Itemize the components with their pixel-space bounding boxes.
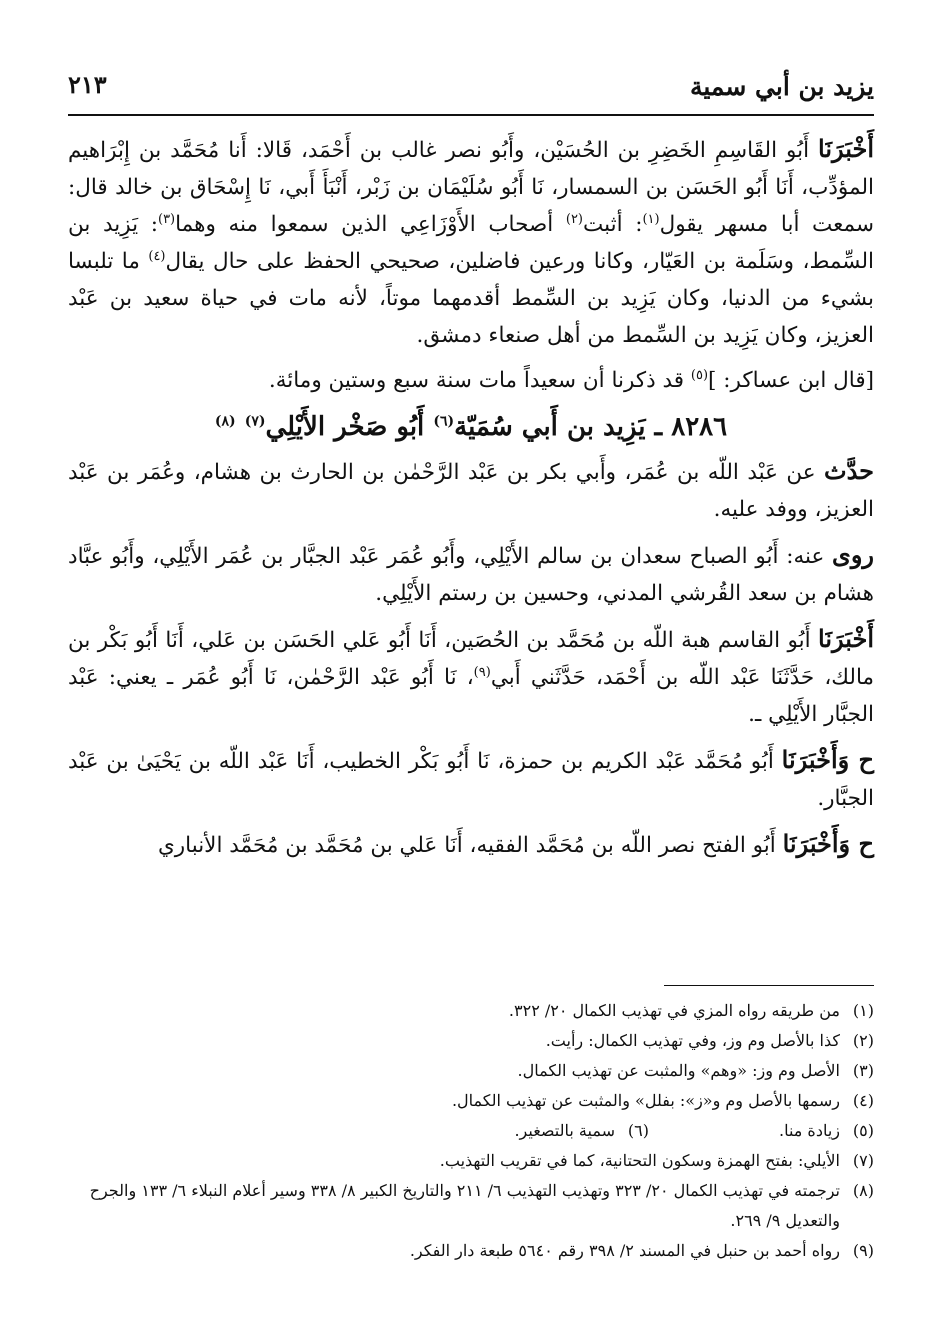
paragraph-4 <box>68 536 874 612</box>
footnote-number: (٤) <box>852 1091 874 1110</box>
paragraph-1 <box>68 130 874 354</box>
footnote-text: الأصل وم وز: «وهم» والمثبت عن تهذيب الكمال. <box>517 1061 840 1080</box>
footnote-text: زيادة منا. <box>778 1121 840 1140</box>
keyword: ح وَأَخْبَرَنَا <box>782 829 874 858</box>
footnote-2 <box>68 1026 874 1056</box>
header-rule <box>68 114 874 116</box>
keyword: روى <box>832 540 874 569</box>
text: عنه: أَبُو الصباح سعدان بن سالم الأَيْلِي، وأَبُو عُمَر عَبْد الجبَّار بن عُمَر الأَيْلِي، وأَبُو عبَّاد هشام بن سعد القُرشي المدني، وحسين بن رستم الأَيْلِي. <box>68 544 874 606</box>
footnote-ref: (٢) <box>565 211 583 227</box>
running-title: يزيد بن أبي سمية <box>689 72 874 101</box>
text: أَبُو مُحَمَّد عَبْد الكريم بن حمزة، نَا أَبُو بَكْر الخطيب، أَنَا عَبْد اللّه بن يَحْيَىٰ بن عَبْد الجبَّار. <box>68 749 874 811</box>
footnote-text: من طريقه رواه المزي في تهذيب الكمال ٢٠/ ٣٢٢. <box>508 1001 840 1020</box>
page-header <box>68 62 874 112</box>
footnote-number: (٩) <box>852 1241 874 1260</box>
footnote-number: (١) <box>852 1001 874 1020</box>
paragraph-3 <box>68 452 874 528</box>
footnote-number: (٦) <box>627 1121 649 1140</box>
footnote-number: (٧) <box>852 1151 874 1170</box>
page-number: ٢١٣ <box>68 70 107 99</box>
footnote-number: (٣) <box>852 1061 874 1080</box>
text: ، نَا أَبُو عَبْد الرَّحْمٰن، نَا أَبُو عُمَر ـ يعني: عَبْد الجبَّار الأَيْلِي ـ. <box>68 665 874 727</box>
footnote-ref: (٦) <box>433 413 455 430</box>
footnote-9 <box>68 1236 874 1266</box>
footnote-ref: (٨) <box>214 413 236 430</box>
keyword: ح وَأَخْبَرَنَا <box>781 745 874 774</box>
footnote-5-6 <box>68 1116 874 1146</box>
footnote-8 <box>68 1176 874 1236</box>
keyword: أَخْبَرَنَا <box>818 624 874 653</box>
entry-title-text: أَبُو صَخْر الأَيْلِي <box>265 412 434 442</box>
footnote-text: الأيلي: بفتح الهمزة وسكون التحتانية، كما في تقريب التهذيب. <box>439 1151 840 1170</box>
footnote-text: رواه أحمد بن حنبل في المسند ٢/ ٣٩٨ رقم ٥٦٤٠ طبعة دار الفكر. <box>409 1241 840 1260</box>
text: أَبُو القَاسِمِ الخَضِرِ بن الحُسَيْن، وأَبُو نصر غالب بن أَحْمَد، قَالا: أَنا مُحَمَّد بن إِبْرَاهيم المؤدِّب، أَنَا أَبُو الحَسَن بن السمسار، نَا أَبُو سُلَيْمَان بن زَبْر، أَنْبَأَ أَبي، نَا إِسْحَاق بن خالد قال: سمعت أبا مسهر يقول <box>68 138 874 237</box>
footnote-ref: (٥) <box>690 367 709 383</box>
text: عن عَبْد اللّه بن عُمَر، وأَبي بكر بن عَبْد الرَّحْمٰن بن الحارث بن هشام، وعُمَر بن عَبْد العزيز، ووفد عليه. <box>68 460 874 522</box>
footnote-1 <box>68 996 874 1026</box>
footnote-ref: (٧) <box>244 413 266 430</box>
footnote-ref: (٣) <box>157 211 176 227</box>
footnote-text: ترجمته في تهذيب الكمال ٢٠/ ٣٢٣ وتهذيب التهذيب ٦/ ٢١١ والتاريخ الكبير ٨/ ٣٣٨ وسير أعلام النبلاء ٦/ ١٣٣ والجرح والتعديل ٩/ ٢٦٩. <box>89 1181 840 1230</box>
text: أَبُو الفتح نصر اللّه بن مُحَمَّد الفقيه، أَنَا عَلي بن مُحَمَّد بن مُحَمَّد الأنباري <box>157 833 783 858</box>
paragraph-2 <box>68 362 874 399</box>
text: : يَزِيد بن السِّمط، وسَلَمة بن العَيّار، وكانا ورعين فاضلين، صحيحي الحفظ على حال يقال <box>68 212 874 274</box>
entry-title-text: ٨٢٨٦ ـ يَزِيد بن أَبي سُمَيّة <box>454 412 728 442</box>
text: قد ذكرنا أن سعيداً مات سنة سبع وستين ومائة. <box>268 368 691 393</box>
footnote-7 <box>68 1146 874 1176</box>
text: : أثبت <box>583 212 643 237</box>
footnote-text: رسمها بالأصل وم و«ز»: بفلل» والمثبت عن تهذيب الكمال. <box>451 1091 840 1110</box>
footnotes <box>68 996 874 1266</box>
text: أصحاب الأَوْزَاعِي الذين سمعوا منه وهما <box>175 212 566 237</box>
footnote-ref: (٤) <box>148 248 166 264</box>
footnote-number: (٨) <box>852 1181 874 1200</box>
text: ما تلبسا بشيء من الدنيا، وكان يَزِيد بن السِّمط أقدمهما موتاً، لأنه مات في حياة سعيد بن عَبْد العزيز، وكان يَزِيد بن السِّمط من أهل صنعاء دمشق. <box>68 249 874 348</box>
footnote-number: (٢) <box>852 1031 874 1050</box>
text: أَبُو القاسم هبة اللّه بن مُحَمَّد بن الحُصَين، أَنَا أَبُو عَلي الحَسَن بن عَلي، أَنَا أَبُو بَكْر بن مالك، حَدَّثَنَا عَبْد اللّه بن أَحْمَد، حَدَّثَني أَبي <box>68 628 875 690</box>
footnote-ref: (٩) <box>473 664 491 680</box>
entry-title <box>68 409 874 446</box>
footnote-number: (٥) <box>852 1121 874 1140</box>
paragraph-7 <box>68 825 874 864</box>
paragraph-5 <box>68 620 874 733</box>
keyword: أَخْبَرَنَا <box>818 134 874 163</box>
footnote-4 <box>68 1086 874 1116</box>
footnote-text: كذا بالأصل وم وز، وفي تهذيب الكمال: رأيت. <box>545 1031 840 1050</box>
footnote-text: سمية بالتصغير. <box>514 1121 615 1140</box>
paragraph-6 <box>68 741 874 817</box>
footnote-rule <box>664 985 874 986</box>
main-text <box>68 130 874 864</box>
text: [قال ابن عساكر: ] <box>708 368 874 393</box>
keyword: حدَّث <box>823 456 874 485</box>
footnote-6 <box>514 1116 649 1146</box>
footnote-ref: (١) <box>642 211 660 227</box>
footnote-3 <box>68 1056 874 1086</box>
